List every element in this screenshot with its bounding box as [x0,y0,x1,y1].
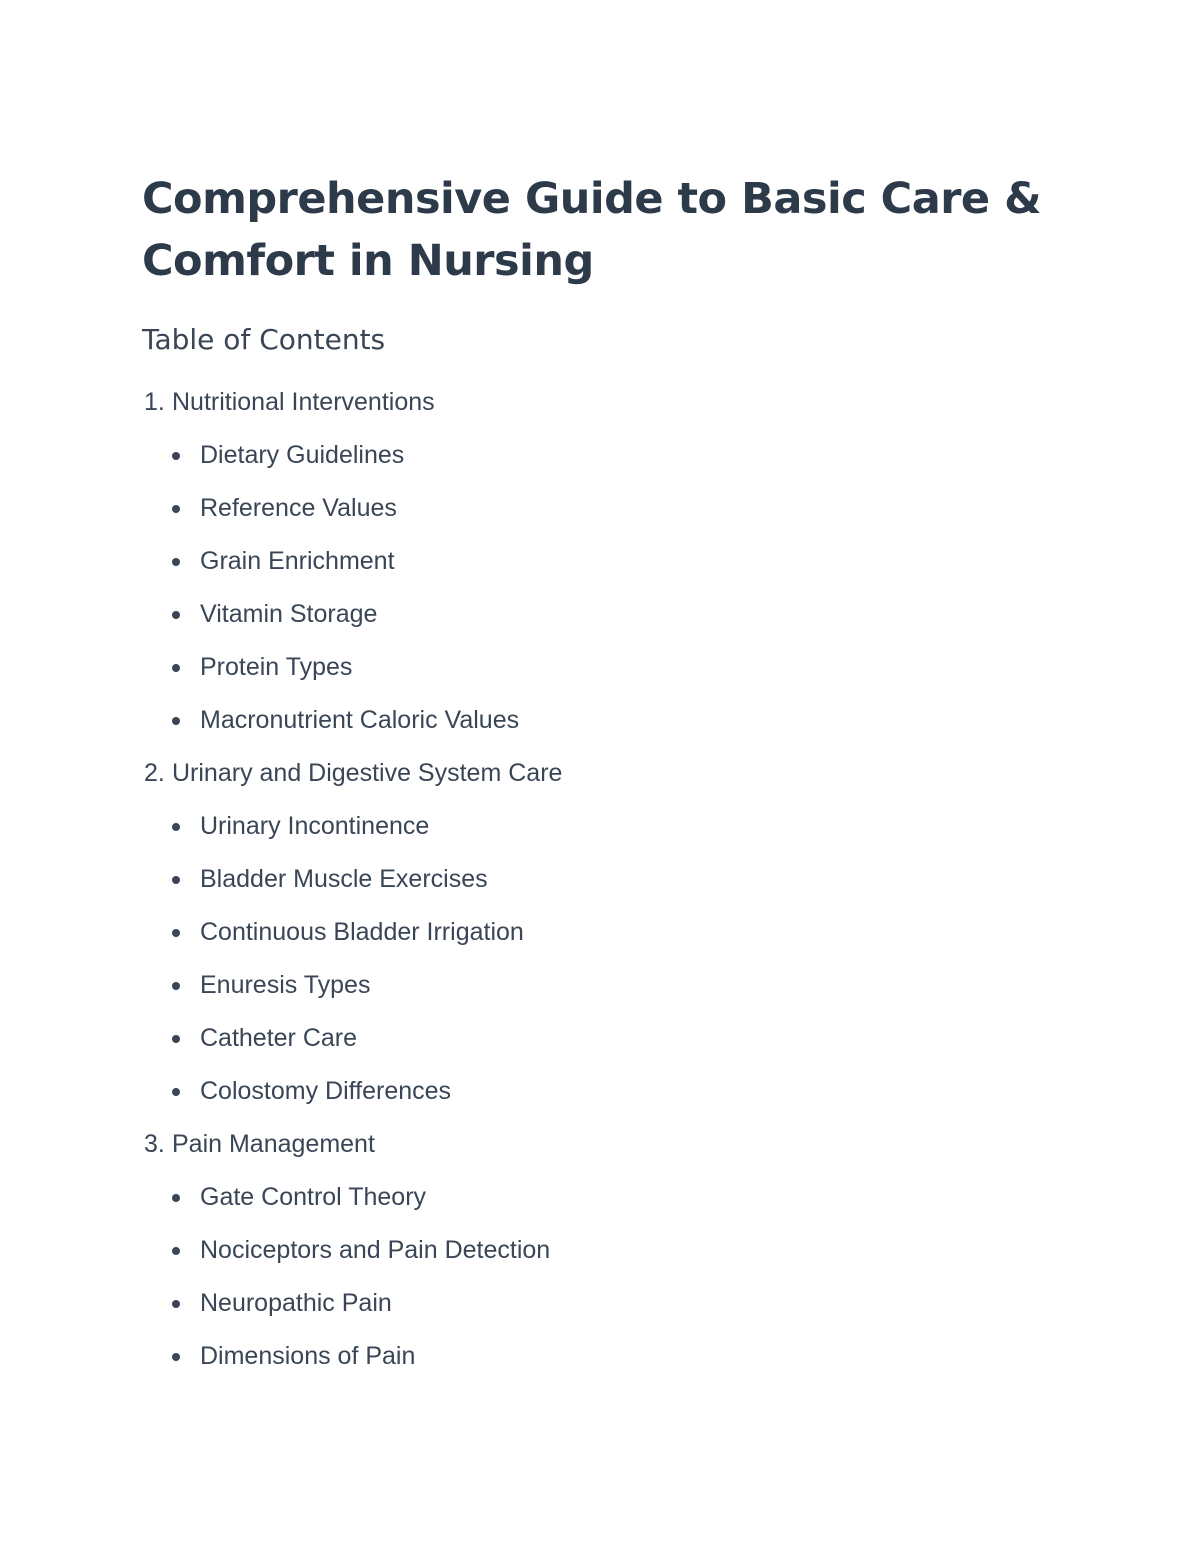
toc-section [142,1118,1062,1383]
toc-heading: Table of Contents [142,323,386,356]
toc-subitem[interactable] [142,1171,1062,1224]
toc-subitem-list [142,800,1062,1118]
toc-subitem-list [142,1171,1062,1383]
bullet-icon [172,505,180,513]
toc-subitem[interactable] [142,959,1062,1012]
toc-subitem[interactable] [142,1065,1062,1118]
toc-subitem[interactable] [142,1330,1062,1383]
toc-subitem[interactable] [142,906,1062,959]
toc-subitem[interactable] [142,694,1062,747]
toc-subitem[interactable] [142,800,1062,853]
toc-subitem-label: Reference Values [200,494,397,522]
toc-subitem-label: Urinary Incontinence [200,812,430,840]
toc-subitem-label: Colostomy Differences [200,1077,452,1105]
toc-subitem-label: Macronutrient Caloric Values [200,706,520,734]
toc-subitem[interactable] [142,535,1062,588]
toc-subitem-list [142,429,1062,747]
toc-section [142,376,1062,747]
toc-section-label: Pain Management [172,1130,375,1158]
toc-subitem-label: Continuous Bladder Irrigation [200,918,524,946]
bullet-icon [172,982,180,990]
toc-section [142,747,1062,1118]
toc-section-number: 1. [144,388,165,416]
toc-subitem[interactable] [142,482,1062,535]
toc-subitem[interactable] [142,429,1062,482]
bullet-icon [172,1194,180,1202]
bullet-icon [172,558,180,566]
bullet-icon [172,1247,180,1255]
toc-subitem-label: Dimensions of Pain [200,1342,416,1370]
toc-subitem-label: Dietary Guidelines [200,441,405,469]
toc-subitem[interactable] [142,641,1062,694]
toc-subitem-label: Catheter Care [200,1024,358,1052]
bullet-icon [172,717,180,725]
bullet-icon [172,1035,180,1043]
toc-subitem-label: Gate Control Theory [200,1183,427,1211]
toc-subitem[interactable] [142,1224,1062,1277]
toc-section-label: Nutritional Interventions [172,388,435,416]
bullet-icon [172,1353,180,1361]
bullet-icon [172,876,180,884]
toc-section-label: Urinary and Digestive System Care [172,759,563,787]
toc-subitem-label: Bladder Muscle Exercises [200,865,488,893]
toc-section-number: 2. [144,759,165,787]
toc-subitem-label: Nociceptors and Pain Detection [200,1236,551,1264]
document-title-line-1: Comprehensive Guide to Basic Care & [142,174,1042,224]
toc-subitem-label: Grain Enrichment [200,547,395,575]
toc-subitem-label: Protein Types [200,653,353,681]
bullet-icon [172,611,180,619]
toc-section-number: 3. [144,1130,165,1158]
toc-subitem-label: Vitamin Storage [200,600,378,628]
toc-section-link[interactable] [142,376,1062,429]
bullet-icon [172,929,180,937]
bullet-icon [172,452,180,460]
bullet-icon [172,1300,180,1308]
document-page [142,168,1062,1383]
toc-subitem[interactable] [142,588,1062,641]
bullet-icon [172,1088,180,1096]
toc-subitem[interactable] [142,1277,1062,1330]
toc-section-link[interactable] [142,747,1062,800]
table-of-contents [142,376,1062,1383]
document-title [142,168,1062,292]
bullet-icon [172,664,180,672]
toc-subitem-label: Enuresis Types [200,971,371,999]
toc-subitem[interactable] [142,1012,1062,1065]
toc-section-link[interactable] [142,1118,1062,1171]
toc-subitem[interactable] [142,853,1062,906]
toc-subitem-label: Neuropathic Pain [200,1289,392,1317]
document-title-line-2: Comfort in Nursing [142,236,594,286]
bullet-icon [172,823,180,831]
